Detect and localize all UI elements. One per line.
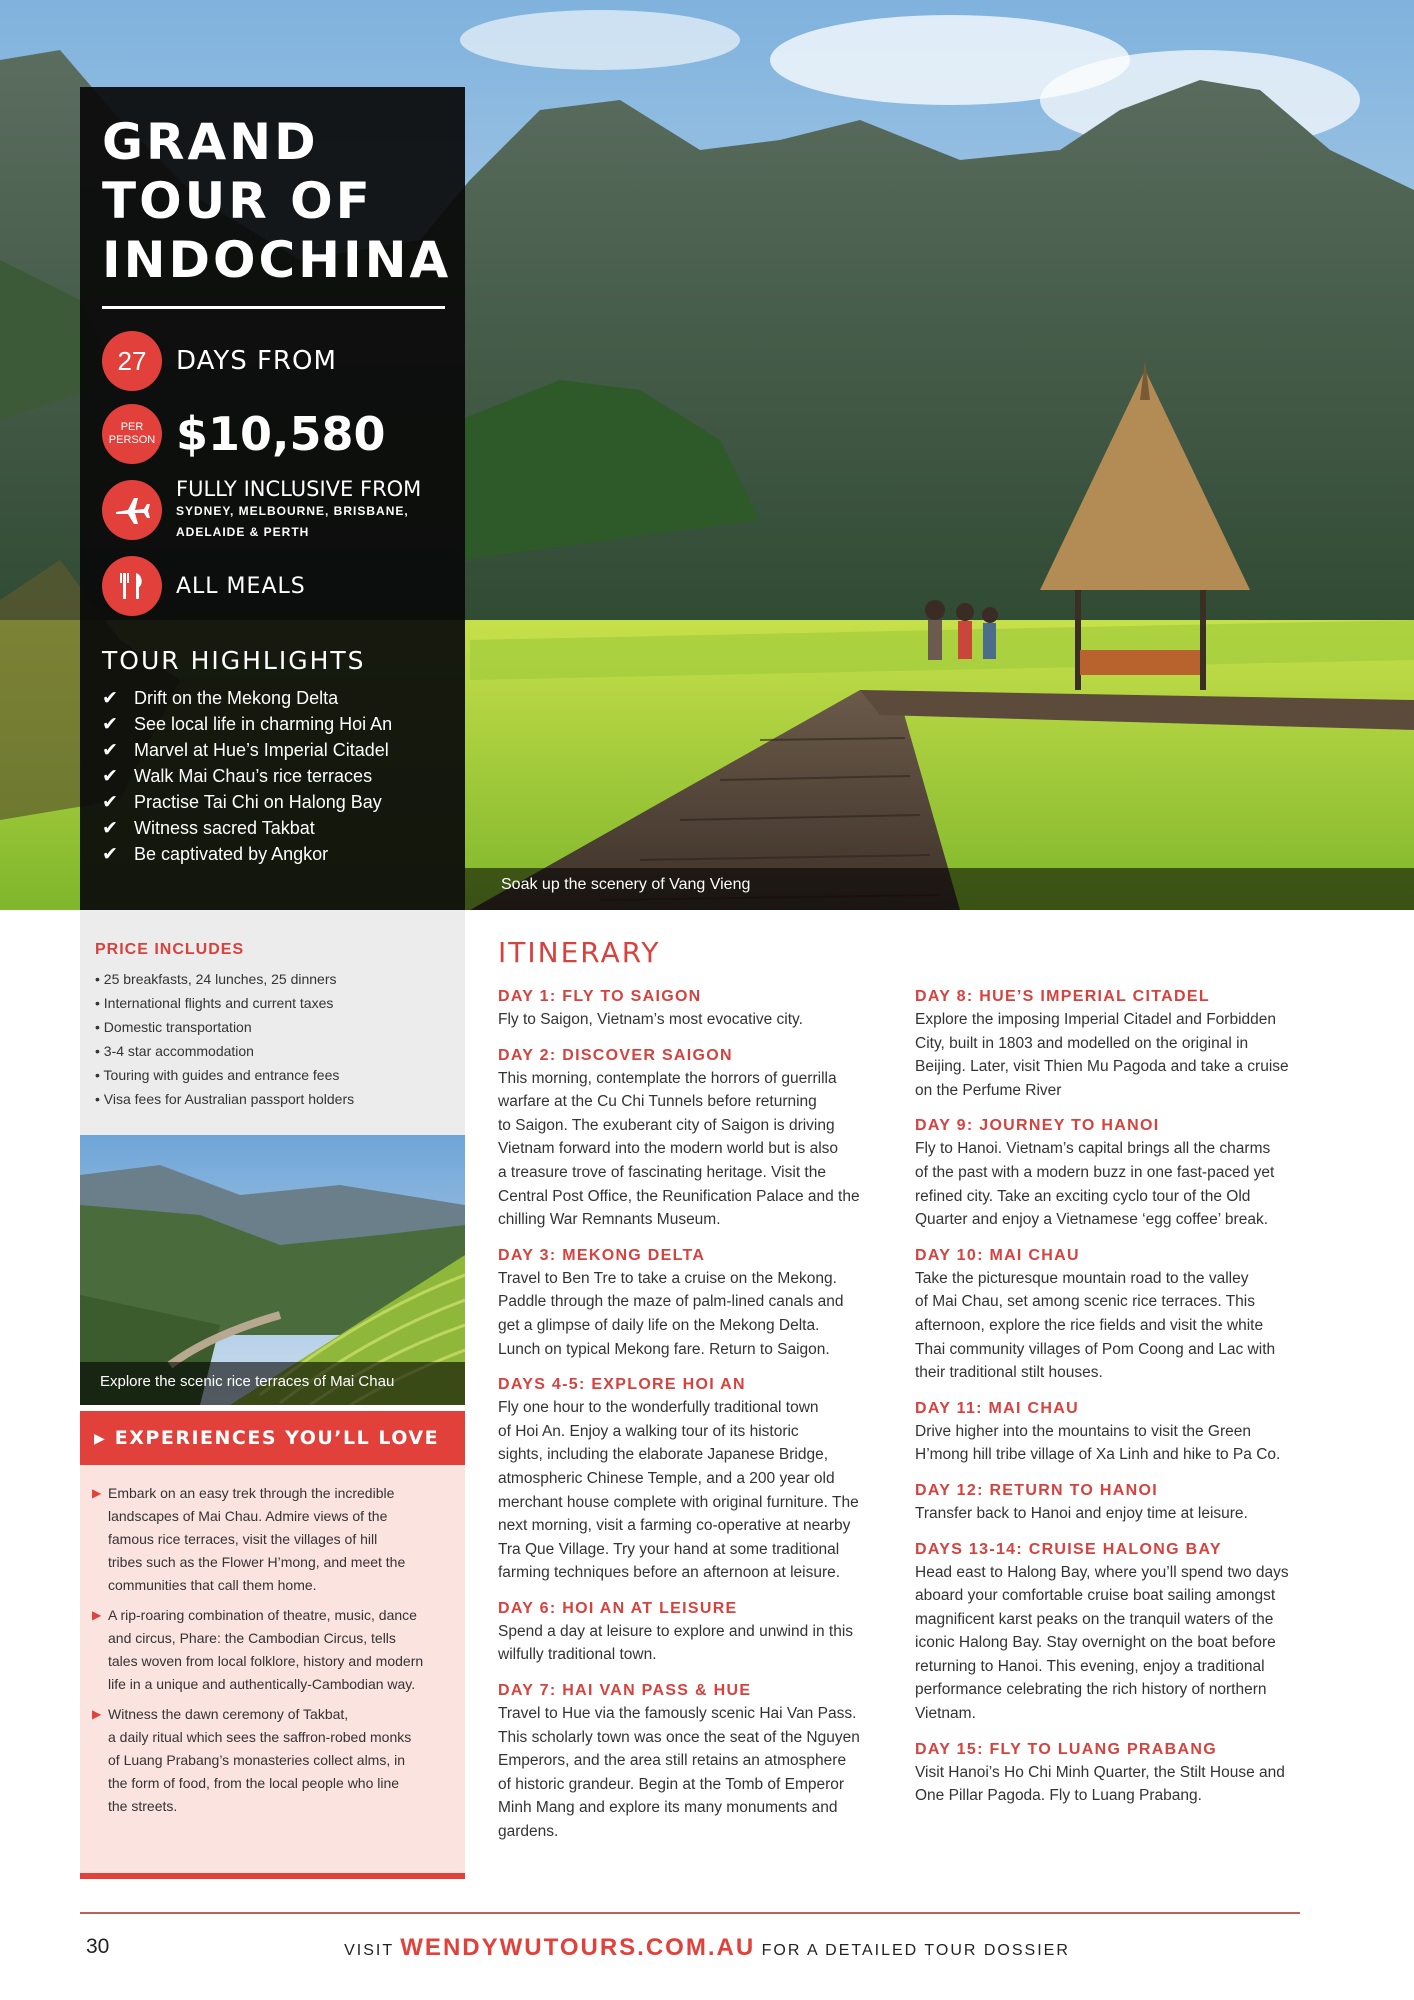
tour-title-line: INDOCHINA bbox=[102, 231, 452, 289]
day-line: Fly to Hanoi. Vietnam’s capital brings all the charms bbox=[915, 1140, 1271, 1158]
tour-title bbox=[102, 113, 452, 290]
price-item: • Domestic transportation bbox=[95, 1019, 252, 1035]
day-description bbox=[915, 1420, 1315, 1467]
day-description bbox=[915, 1008, 1315, 1102]
day-line: One Pillar Pagoda. Fly to Luang Prabang. bbox=[915, 1787, 1202, 1805]
day-line: Transfer back to Hanoi and enjoy time at leisure. bbox=[915, 1504, 1248, 1522]
day-description bbox=[915, 1502, 1315, 1526]
highlight-item: ✔ Be captivated by Angkor bbox=[102, 843, 329, 865]
day-line: Tra Que Village. Try your hand at some traditional bbox=[498, 1540, 840, 1558]
day-title: DAY 15: FLY TO LUANG PRABANG bbox=[915, 1740, 1217, 1758]
thumbnail-caption: Explore the scenic rice terraces of Mai Chau bbox=[100, 1373, 395, 1390]
per-person-line2: PERSON bbox=[108, 434, 156, 446]
meals-stat bbox=[102, 556, 445, 616]
day-line: atmospheric Chinese Temple, and a 200 year old bbox=[498, 1469, 835, 1487]
highlight-item: ✔ Drift on the Mekong Delta bbox=[102, 687, 339, 709]
highlight-item: ✔ Practise Tai Chi on Halong Bay bbox=[102, 791, 382, 813]
per-person-line1: PER bbox=[120, 421, 144, 433]
day-title: DAY 11: MAI CHAU bbox=[915, 1399, 1079, 1417]
day-line: iconic Halong Bay. Stay overnight on the boat before bbox=[915, 1634, 1276, 1652]
price-value: $10,580 bbox=[176, 407, 386, 461]
day-line: Drive higher into the mountains to visit the Green bbox=[915, 1422, 1252, 1440]
day-line: Thai community villages of Pom Coong and Lac with bbox=[915, 1340, 1276, 1358]
day-title: DAYS 4-5: EXPLORE HOI AN bbox=[498, 1376, 746, 1394]
footer-cta bbox=[0, 1934, 1414, 1962]
day-line: performance celebrating the rich history of northern bbox=[915, 1681, 1267, 1699]
day-line: returning to Hanoi. This evening, enjoy a traditional bbox=[915, 1657, 1265, 1675]
price-includes-title: PRICE INCLUDES bbox=[95, 941, 245, 958]
day-line: Vietnam. bbox=[915, 1705, 976, 1723]
triangle-right-icon: ▶ bbox=[92, 1486, 102, 1500]
check-icon: ✔ bbox=[102, 739, 118, 761]
title-panel bbox=[80, 87, 465, 910]
days-stat bbox=[102, 331, 445, 391]
day-line: a treasure trove of fascinating heritage. Visit the bbox=[498, 1163, 826, 1181]
highlights-list bbox=[102, 685, 445, 867]
itinerary-title: ITINERARY bbox=[498, 936, 661, 969]
itinerary-day bbox=[915, 1739, 1315, 1808]
day-line: warfare at the Cu Chi Tunnels before returning bbox=[498, 1093, 817, 1111]
day-title: DAY 12: RETURN TO HANOI bbox=[915, 1481, 1158, 1499]
day-line: of the past with a modern buzz in one fast-paced yet bbox=[915, 1163, 1275, 1181]
day-line: H’mong hill tribe village of Xa Linh and hike to Pa Co. bbox=[915, 1446, 1281, 1464]
day-line: of Hoi An. Enjoy a walking tour of its historic bbox=[498, 1422, 799, 1440]
day-line: Fly to Saigon, Vietnam’s most evocative city. bbox=[498, 1011, 803, 1028]
itinerary-day bbox=[498, 1245, 883, 1361]
day-line: Quarter and enjoy a Vietnamese ‘egg coffee’ break. bbox=[915, 1211, 1268, 1229]
experience-item: ▶ Embark on an easy trek through the incredible landscapes of Mai Chau. Admire views of the famous rice terraces, visit the villages of hill tribes such as the Flower H’mong, and meet the communities that call them home. bbox=[92, 1482, 451, 1597]
title-divider bbox=[102, 306, 445, 309]
footer-suffix: FOR A DETAILED TOUR DOSSIER bbox=[761, 1942, 1070, 1959]
day-line: Travel to Ben Tre to take a cruise on the Mekong. bbox=[498, 1269, 837, 1287]
day-description bbox=[915, 1561, 1315, 1726]
day-line: sights, including the elaborate Japanese Bridge, bbox=[498, 1446, 829, 1464]
itinerary-column-1 bbox=[498, 986, 883, 1857]
day-title: DAY 10: MAI CHAU bbox=[915, 1246, 1080, 1264]
day-line: Minh Mang and explore its many monuments and bbox=[498, 1799, 838, 1817]
flights-stat bbox=[102, 477, 445, 543]
itinerary-day bbox=[915, 1245, 1315, 1385]
day-line: magnificent karst peaks on the tranquil waters of the bbox=[915, 1610, 1274, 1628]
check-icon: ✔ bbox=[102, 687, 118, 709]
check-icon: ✔ bbox=[102, 791, 118, 813]
day-line: Head east to Halong Bay, where you’ll spend two days bbox=[915, 1563, 1289, 1581]
day-line: their traditional stilt houses. bbox=[915, 1364, 1103, 1382]
itinerary-day bbox=[915, 1539, 1315, 1726]
day-line: Emperors, and the area still retains an atmosphere bbox=[498, 1752, 847, 1770]
website-link[interactable]: WENDYWUTOURS.COM.AU bbox=[400, 1934, 756, 1961]
price-item: • Touring with guides and entrance fees bbox=[95, 1067, 340, 1083]
itinerary-day bbox=[498, 1045, 883, 1232]
day-line: Fly one hour to the wonderfully traditional town bbox=[498, 1399, 819, 1417]
footer-prefix: VISIT bbox=[344, 1942, 394, 1959]
price-includes-box bbox=[80, 910, 465, 1135]
day-description bbox=[915, 1267, 1315, 1385]
itinerary-day bbox=[915, 986, 1315, 1102]
day-title: DAY 8: HUE’S IMPERIAL CITADEL bbox=[915, 988, 1210, 1005]
day-line: next morning, visit a farming co-operative at nearby bbox=[498, 1517, 851, 1535]
triangle-right-icon: ▶ bbox=[92, 1707, 102, 1721]
day-line: gardens. bbox=[498, 1823, 559, 1841]
experience-item: ▶ A rip-roaring combination of theatre, music, dance and circus, Phare: the Cambodian Circus, tells tales woven from local folklore, history and modern life in a unique and authentically-Cambodian way. bbox=[92, 1604, 451, 1696]
itinerary-day bbox=[498, 1374, 883, 1585]
experiences-box bbox=[80, 1465, 465, 1873]
day-title: DAY 6: HOI AN AT LEISURE bbox=[498, 1599, 738, 1617]
day-line: to Saigon. The exuberant city of Saigon is driving bbox=[498, 1116, 835, 1134]
itinerary-column-2 bbox=[915, 986, 1315, 1821]
highlight-item: ✔ Witness sacred Takbat bbox=[102, 817, 315, 839]
day-line: of Mai Chau, set among scenic rice terraces. This bbox=[915, 1293, 1255, 1311]
hero-caption: Soak up the scenery of Vang Vieng bbox=[501, 876, 751, 893]
itinerary-day bbox=[915, 1398, 1315, 1467]
day-line: on the Perfume River bbox=[915, 1081, 1062, 1099]
day-title: DAY 7: HAI VAN PASS & HUE bbox=[498, 1682, 752, 1700]
day-description bbox=[498, 1067, 883, 1232]
flights-info bbox=[176, 477, 421, 543]
highlight-item: ✔ Marvel at Hue’s Imperial Citadel bbox=[102, 739, 389, 761]
experiences-header bbox=[80, 1411, 465, 1465]
day-line: Travel to Hue via the famously scenic Hai Van Pass. bbox=[498, 1705, 857, 1723]
flights-cities-1: SYDNEY, MELBOURNE, BRISBANE, bbox=[176, 504, 409, 518]
day-line: Explore the imposing Imperial Citadel and Forbidden bbox=[915, 1011, 1277, 1028]
day-description bbox=[498, 1702, 883, 1844]
day-line: afternoon, explore the rice fields and visit the white bbox=[915, 1316, 1264, 1334]
day-line: Paddle through the maze of palm-lined canals and bbox=[498, 1293, 844, 1311]
day-line: Vietnam forward into the modern world but is also bbox=[498, 1140, 839, 1158]
day-line: aboard your comfortable cruise boat sailing amongst bbox=[915, 1587, 1276, 1605]
days-badge: 27 bbox=[102, 331, 162, 391]
day-line: This scholarly town was once the seat of the Nguyen bbox=[498, 1728, 860, 1746]
experiences-bottom-rule bbox=[80, 1873, 465, 1879]
flights-cities-2: ADELAIDE & PERTH bbox=[176, 525, 310, 539]
footer-divider bbox=[80, 1912, 1300, 1914]
cutlery-icon bbox=[102, 556, 162, 616]
highlights-title: TOUR HIGHLIGHTS bbox=[102, 646, 366, 675]
day-title: DAY 9: JOURNEY TO HANOI bbox=[915, 1117, 1160, 1135]
experiences-title: EXPERIENCES YOU’LL LOVE bbox=[114, 1427, 440, 1449]
triangle-right-icon: ▶ bbox=[94, 1429, 105, 1446]
day-description bbox=[498, 1008, 883, 1032]
hero-section bbox=[0, 0, 1414, 910]
triangle-right-icon: ▶ bbox=[92, 1608, 102, 1622]
day-line: wilfully traditional town. bbox=[498, 1646, 657, 1664]
day-description bbox=[498, 1267, 883, 1361]
day-line: get a glimpse of daily life on the Mekong Delta. bbox=[498, 1316, 820, 1334]
day-line: merchant house complete with original furniture. The bbox=[498, 1493, 859, 1511]
meals-label: ALL MEALS bbox=[176, 573, 306, 599]
price-item: • Visa fees for Australian passport holders bbox=[95, 1091, 355, 1107]
itinerary-day bbox=[915, 1480, 1315, 1526]
check-icon: ✔ bbox=[102, 713, 118, 735]
check-icon: ✔ bbox=[102, 765, 118, 787]
day-line: Beijing. Later, visit Thien Mu Pagoda and take a cruise bbox=[915, 1058, 1289, 1076]
day-line: This morning, contemplate the horrors of guerrilla bbox=[498, 1069, 837, 1087]
per-person-badge bbox=[102, 404, 162, 464]
page-number: 30 bbox=[86, 1935, 110, 1958]
day-line: Take the picturesque mountain road to the valley bbox=[915, 1269, 1249, 1287]
day-description bbox=[498, 1396, 883, 1585]
day-line: Visit Hanoi’s Ho Chi Minh Quarter, the Stilt House and bbox=[915, 1763, 1285, 1781]
tour-title-line: GRAND bbox=[102, 113, 319, 171]
experience-item: ▶ Witness the dawn ceremony of Takbat, a daily ritual which sees the saffron-robed monks of Luang Prabang’s monasteries collect alms, in the form of food, from the local people who line the streets. bbox=[92, 1703, 451, 1818]
itinerary-day bbox=[915, 1115, 1315, 1231]
price-item: • 3-4 star accommodation bbox=[95, 1043, 254, 1059]
day-line: of historic grandeur. Begin at the Tomb of Emperor bbox=[498, 1775, 845, 1793]
price-item: • 25 breakfasts, 24 lunches, 25 dinners bbox=[95, 971, 337, 987]
highlight-item: ✔ See local life in charming Hoi An bbox=[102, 713, 393, 735]
tour-title-line: TOUR OF bbox=[102, 172, 373, 230]
day-description bbox=[498, 1620, 883, 1667]
day-line: Lunch on typical Mekong fare. Return to Saigon. bbox=[498, 1340, 830, 1358]
day-title: DAY 2: DISCOVER SAIGON bbox=[498, 1046, 733, 1064]
itinerary-day bbox=[498, 1680, 883, 1844]
day-line: refined city. Take an exciting cyclo tour of the Old bbox=[915, 1187, 1251, 1205]
day-description bbox=[915, 1761, 1315, 1808]
day-title: DAY 1: FLY TO SAIGON bbox=[498, 988, 702, 1005]
itinerary-day bbox=[498, 986, 883, 1032]
price-item: • International flights and current taxes bbox=[95, 995, 334, 1011]
day-line: farming techniques before an afternoon at leisure. bbox=[498, 1564, 841, 1582]
day-line: Spend a day at leisure to explore and unwind in this bbox=[498, 1622, 854, 1640]
plane-icon bbox=[102, 480, 162, 540]
flights-label: FULLY INCLUSIVE FROM bbox=[176, 477, 422, 501]
highlight-item: ✔ Walk Mai Chau’s rice terraces bbox=[102, 765, 373, 787]
day-title: DAYS 13-14: CRUISE HALONG BAY bbox=[915, 1540, 1222, 1558]
day-line: Central Post Office, the Reunification Palace and the bbox=[498, 1187, 860, 1205]
day-description bbox=[915, 1137, 1315, 1231]
day-line: City, built in 1803 and modelled on the original in bbox=[915, 1034, 1249, 1052]
check-icon: ✔ bbox=[102, 817, 118, 839]
day-line: chilling War Remnants Museum. bbox=[498, 1211, 721, 1229]
days-label: DAYS FROM bbox=[176, 346, 337, 376]
price-stat bbox=[102, 404, 445, 464]
itinerary-day bbox=[498, 1598, 883, 1667]
day-title: DAY 3: MEKONG DELTA bbox=[498, 1246, 706, 1264]
check-icon: ✔ bbox=[102, 843, 118, 865]
